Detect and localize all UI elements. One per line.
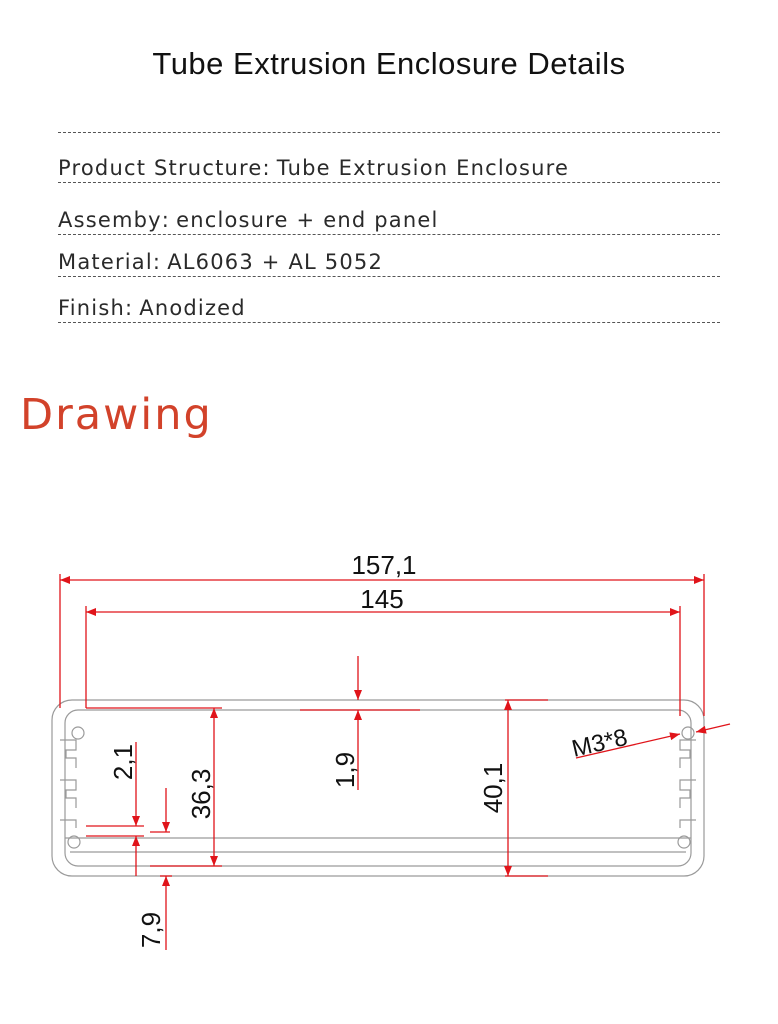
profile-outline bbox=[52, 700, 704, 876]
label-slot-height: 2,1 bbox=[108, 743, 138, 781]
spec-separator: : bbox=[152, 250, 162, 274]
spec-value: enclosure + end panel bbox=[176, 208, 439, 232]
dimension-lines bbox=[60, 574, 730, 950]
spec-separator: : bbox=[262, 156, 271, 180]
drawing-heading: Drawing bbox=[20, 390, 213, 440]
spec-label: Material bbox=[58, 250, 153, 274]
spec-label: Product Structure bbox=[58, 156, 263, 180]
label-overall-width: 157,1 bbox=[351, 550, 417, 580]
spec-label: Finish bbox=[58, 296, 125, 320]
label-rail-offset: 7,9 bbox=[136, 911, 166, 949]
spec-separator: : bbox=[124, 296, 134, 320]
spec-separator: : bbox=[161, 208, 171, 232]
dimension-screw-leader-right bbox=[696, 724, 730, 732]
profile-outer-wall bbox=[52, 700, 704, 876]
spec-value: AL6063 + AL 5052 bbox=[167, 250, 384, 274]
left-slot bbox=[60, 820, 76, 828]
right-screw-channel bbox=[682, 727, 694, 739]
spec-value: Anodized bbox=[139, 296, 246, 320]
left-slot bbox=[60, 740, 76, 768]
label-inner-width: 145 bbox=[360, 584, 404, 614]
right-slot bbox=[680, 780, 696, 808]
page-title: Tube Extrusion Enclosure Details bbox=[152, 46, 626, 81]
left-slot bbox=[60, 780, 76, 808]
label-outer-height: 40,1 bbox=[478, 762, 508, 814]
spec-value: Tube Extrusion Enclosure bbox=[276, 156, 570, 180]
label-screw: M3*8 bbox=[569, 723, 630, 763]
right-slot bbox=[680, 820, 696, 828]
left-screw-channel bbox=[72, 727, 84, 739]
right-slot bbox=[680, 740, 696, 768]
label-wall-thickness: 1,9 bbox=[330, 751, 360, 789]
spec-label: Assemby bbox=[58, 208, 162, 232]
label-inner-height: 36,3 bbox=[186, 768, 216, 820]
